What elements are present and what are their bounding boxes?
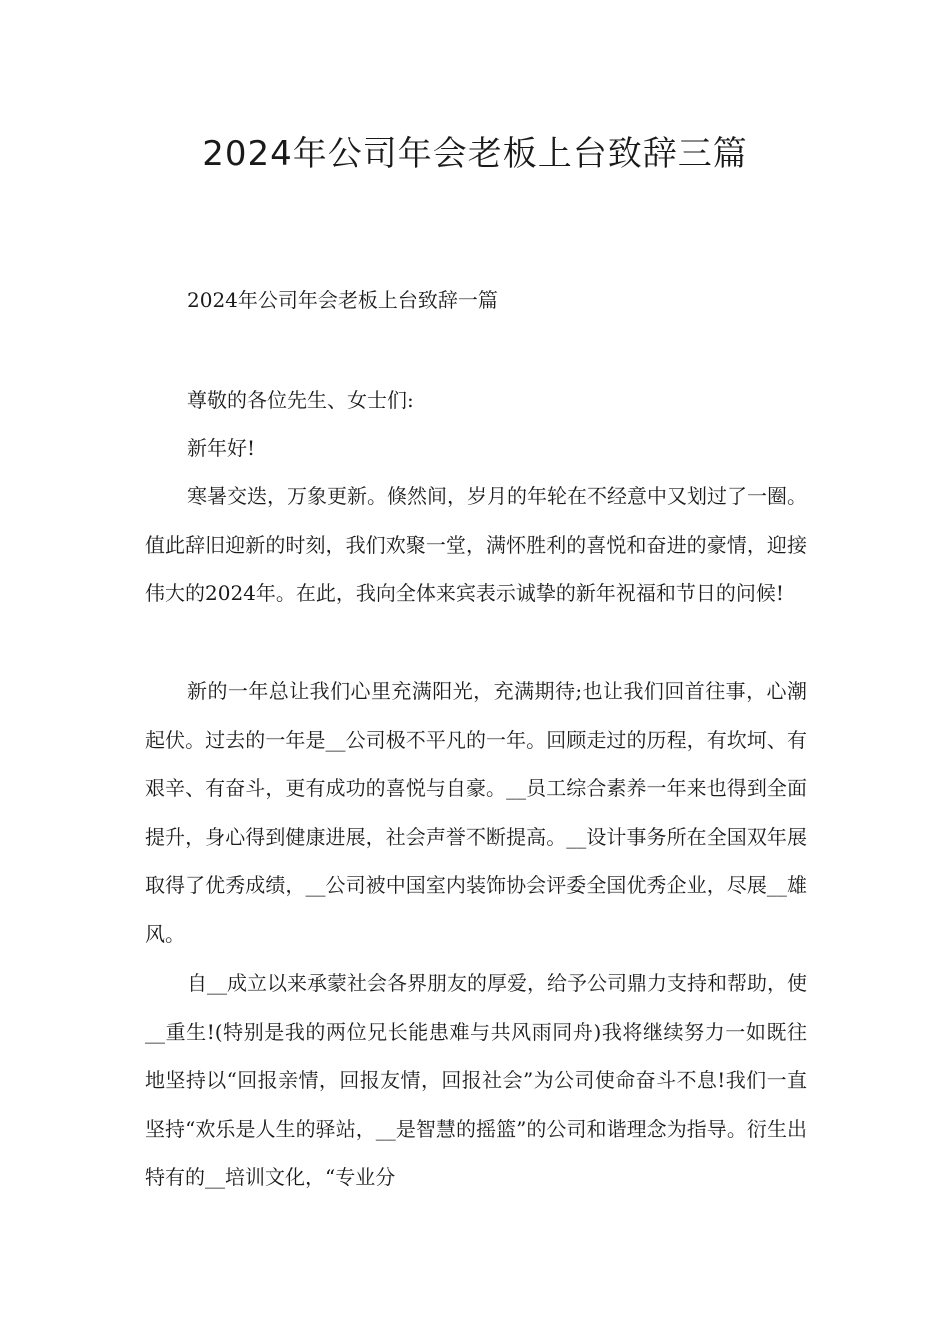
new-year-line: 新年好! — [187, 436, 256, 460]
body-paragraph: 寒暑交迭，万象更新。倏然间，岁月的年轮在不经意中又划过了一圈。值此辞旧迎新的时刻，我们欢聚一堂，满怀胜利的喜悦和奋进的豪情，迎接伟大的2024年。在此，我向全体来宾表示诚挚的新年祝福和节日的问候! — [145, 484, 807, 605]
body-paragraph: 自__成立以来承蒙社会各界朋友的厚爱，给予公司鼎力支持和帮助，使__重生!(特别是我的两位兄长能患难与共风雨同舟)我将继续努力一如既往地坚持以“回报亲情，回报友情，回报社会”为公司使命奋斗不息!我们一直坚持“欢乐是人生的驿站，__是智慧的摇篮”的公司和谐理念为指导。衍生出特有的__培训文化，“专业分 — [145, 971, 807, 1189]
section-heading: 2024年公司年会老板上台致辞一篇 — [187, 288, 498, 312]
greeting-line: 尊敬的各位先生、女士们: — [187, 388, 414, 412]
body-paragraph: 新的一年总让我们心里充满阳光，充满期待;也让我们回首往事，心潮起伏。过去的一年是__公司极不平凡的一年。回顾走过的历程，有坎坷、有艰辛、有奋斗，更有成功的喜悦与自豪。__员工综合素养一年来也得到全面提升，身心得到健康进展，社会声誉不断提高。__设计事务所在全国双年展取得了优秀成绩，__公司被中国室内装饰协会评委全国优秀企业，尽展__雄风。 — [145, 679, 807, 946]
document-title: 2024年公司年会老板上台致辞三篇 — [202, 134, 748, 174]
